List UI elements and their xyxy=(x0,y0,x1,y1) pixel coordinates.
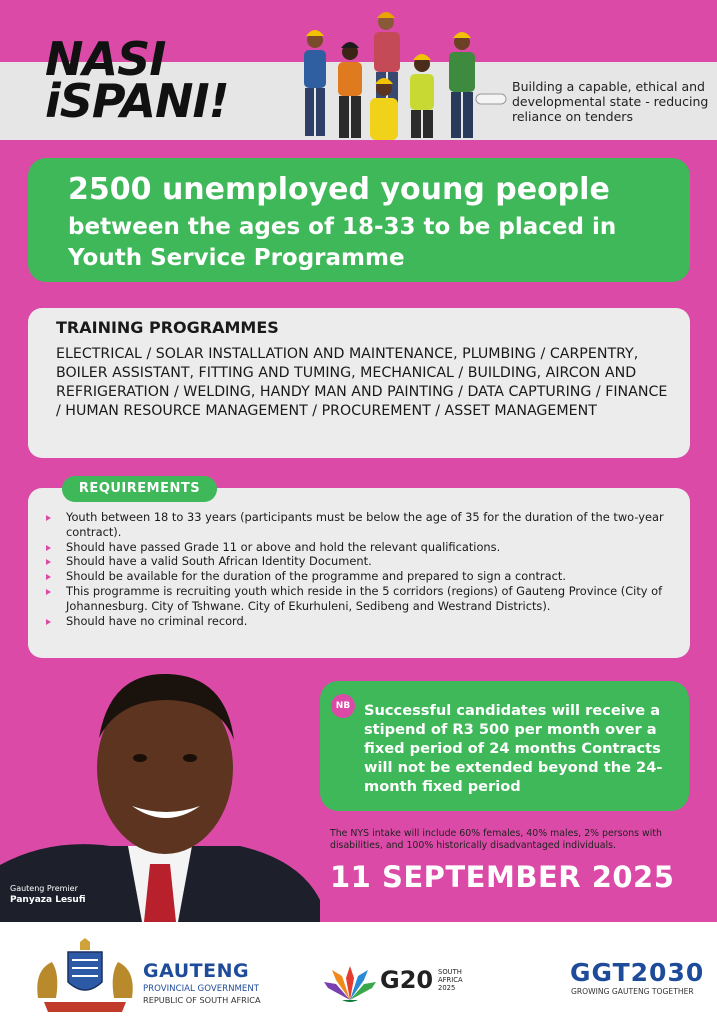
requirement-text: Youth between 18 to 33 years (participants must be below the age of 35 for the duration of the two-year contract). xyxy=(66,510,664,539)
training-list: ELECTRICAL / SOLAR INSTALLATION AND MAINTENANCE, PLUMBING / CARPENTRY, BOILER ASSISTANT, FITTING AND TUMING, MECHANICAL / BUILDING, AIRCON AND REFRIGERATION / WELDING, HANDY MAN AND PAINTING / DATA CAPTURING / FINANCE / HUMAN RESOURCE MANAGEMENT / PROCUREMENT / ASSET MANAGEMENT xyxy=(56,346,668,419)
closing-date: 11 SEPTEMBER 2025 xyxy=(330,860,675,894)
title-line-1: NASI xyxy=(45,32,166,86)
requirement-text: Should have passed Grade 11 or above and hold the relevant qualifications. xyxy=(66,539,501,554)
list-item xyxy=(46,540,686,555)
campaign-title xyxy=(45,32,229,128)
bullet-icon xyxy=(46,545,51,551)
worker-figure-2 xyxy=(338,42,362,138)
worker-figure-1 xyxy=(304,30,326,136)
worker-figure-5 xyxy=(410,54,434,138)
training-programmes-panel xyxy=(28,308,690,458)
bullet-icon xyxy=(46,574,51,580)
list-item xyxy=(46,614,686,629)
nb-text: Successful candidates will receive a stipend of R3 500 per month over a fixed period of 24 months Contracts will not be extended beyond the 24-month fixed period xyxy=(364,702,663,795)
premier-portrait xyxy=(0,650,320,922)
title-line-2: iSPANI! xyxy=(45,74,229,128)
g20-sub-line-1: SOUTH xyxy=(438,968,462,976)
bullet-icon xyxy=(46,619,51,625)
gauteng-subtitle: PROVINCIAL GOVERNMENT xyxy=(143,984,260,994)
requirements-panel xyxy=(28,488,690,658)
bullet-icon xyxy=(46,515,51,521)
requirements-badge: REQUIREMENTS xyxy=(62,476,217,502)
requirement-text: Should be available for the duration of the programme and prepared to sign a contract. xyxy=(66,569,566,584)
worker-figure-6 xyxy=(449,32,506,138)
premier-role: Gauteng Premier xyxy=(10,884,78,893)
gauteng-name: GAUTENG xyxy=(143,960,250,982)
intake-note: The NYS intake will include 60% females, 40% males, 2% persons with disabilities, and 100% historically disadvantaged individuals. xyxy=(330,828,662,851)
headline-box xyxy=(28,158,690,282)
list-item xyxy=(46,584,686,614)
g20-sub-line-2: AFRICA xyxy=(438,976,463,984)
gauteng-coat-of-arms-icon xyxy=(30,938,140,1016)
g20-name: G20 xyxy=(380,966,434,994)
footer xyxy=(0,922,717,1024)
ggt2030-subtitle: GROWING GAUTENG TOGETHER xyxy=(571,987,694,996)
bullet-icon xyxy=(46,559,51,565)
ggt2030-name: GGT2030 xyxy=(570,958,705,987)
nb-badge: NB xyxy=(331,694,355,718)
list-item xyxy=(46,554,686,569)
training-heading: TRAINING PROGRAMMES xyxy=(56,318,279,337)
g20-subtitle xyxy=(438,968,463,992)
g20-sub-line-3: 2025 xyxy=(438,984,456,992)
bullet-icon xyxy=(46,589,51,595)
list-item xyxy=(46,510,686,540)
requirement-text: This programme is recruiting youth which reside in the 5 corridors (regions) of Gauteng Province (City of Johannesburg. City of Tshwane. City of Ekurhuleni, Sedibeng and Westrand Districts). xyxy=(66,583,663,613)
requirement-text: Should have no criminal record. xyxy=(66,613,248,628)
gauteng-country: REPUBLIC OF SOUTH AFRICA xyxy=(143,995,261,1005)
tagline: Building a capable, ethical and developmental state - reducing reliance on tenders xyxy=(512,79,709,124)
list-item xyxy=(46,569,686,584)
headline-line-1: 2500 unemployed young people xyxy=(68,172,610,207)
g20-flower-logo-icon xyxy=(322,960,378,1004)
requirements-list xyxy=(46,510,686,628)
requirement-text: Should have a valid South African Identity Document. xyxy=(66,554,372,569)
headline-line-2: between the ages of 18-33 to be placed in Youth Service Programme xyxy=(68,214,617,271)
premier-caption xyxy=(10,884,86,906)
premier-name: Panyaza Lesufi xyxy=(10,895,86,905)
workers-illustration xyxy=(288,6,510,140)
